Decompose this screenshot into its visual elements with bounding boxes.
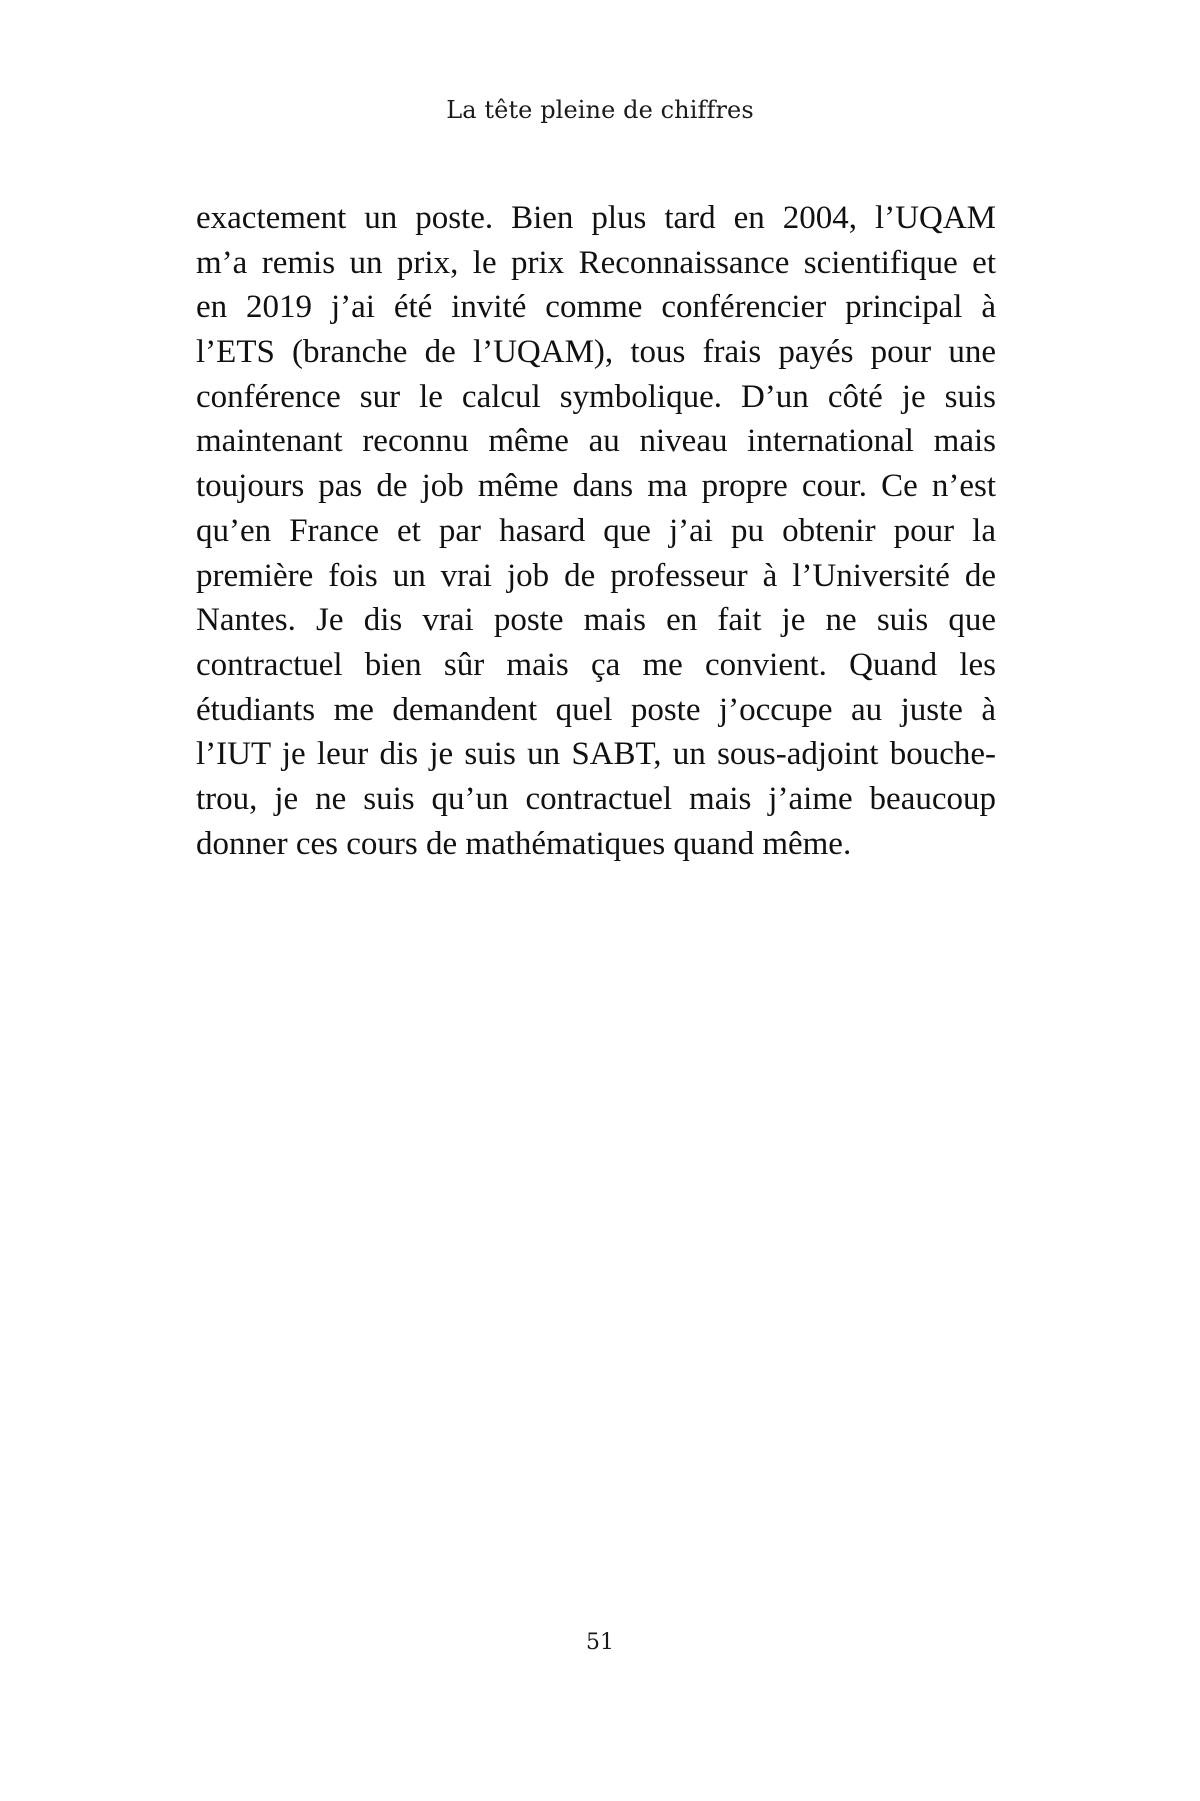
text-line: toujours pas de job même dans ma propre cour. Ce n’est <box>196 468 996 505</box>
text-line: Nantes. Je dis vrai poste mais en fait je ne suis que <box>196 602 996 639</box>
text-line: conférence sur le calcul symbolique. D’un côté je suis <box>196 378 996 415</box>
text-line: m’a remis un prix, le prix Reconnaissance scientifique et <box>196 244 996 281</box>
text-line: maintenant reconnu même au niveau international mais <box>196 423 996 460</box>
text-line: contractuel bien sûr mais ça me convient. Quand les <box>196 646 996 683</box>
text-line: trou, je ne suis qu’un contractuel mais j’aime beaucoup <box>196 780 996 817</box>
text-line: étudiants me demandent quel poste j’occupe au juste à <box>196 691 996 728</box>
text-line: l’ETS (branche de l’UQAM), tous frais payés pour une <box>196 334 996 371</box>
text-line: l’IUT je leur dis je suis un SABT, un sous-adjoint bouche- <box>196 736 996 773</box>
text-line: première fois un vrai job de professeur à l’Université de <box>196 557 996 594</box>
text-line: qu’en France et par hasard que j’ai pu obtenir pour la <box>196 512 996 549</box>
running-header: La tête pleine de chiffres <box>446 96 754 124</box>
body-paragraph <box>196 196 996 866</box>
text-line: en 2019 j’ai été invité comme conférencier principal à <box>196 289 996 326</box>
text-line: donner ces cours de mathématiques quand même. <box>196 825 852 862</box>
page-number: 51 <box>586 1630 614 1655</box>
text-line: exactement un poste. Bien plus tard en 2004, l’UQAM <box>196 200 996 236</box>
